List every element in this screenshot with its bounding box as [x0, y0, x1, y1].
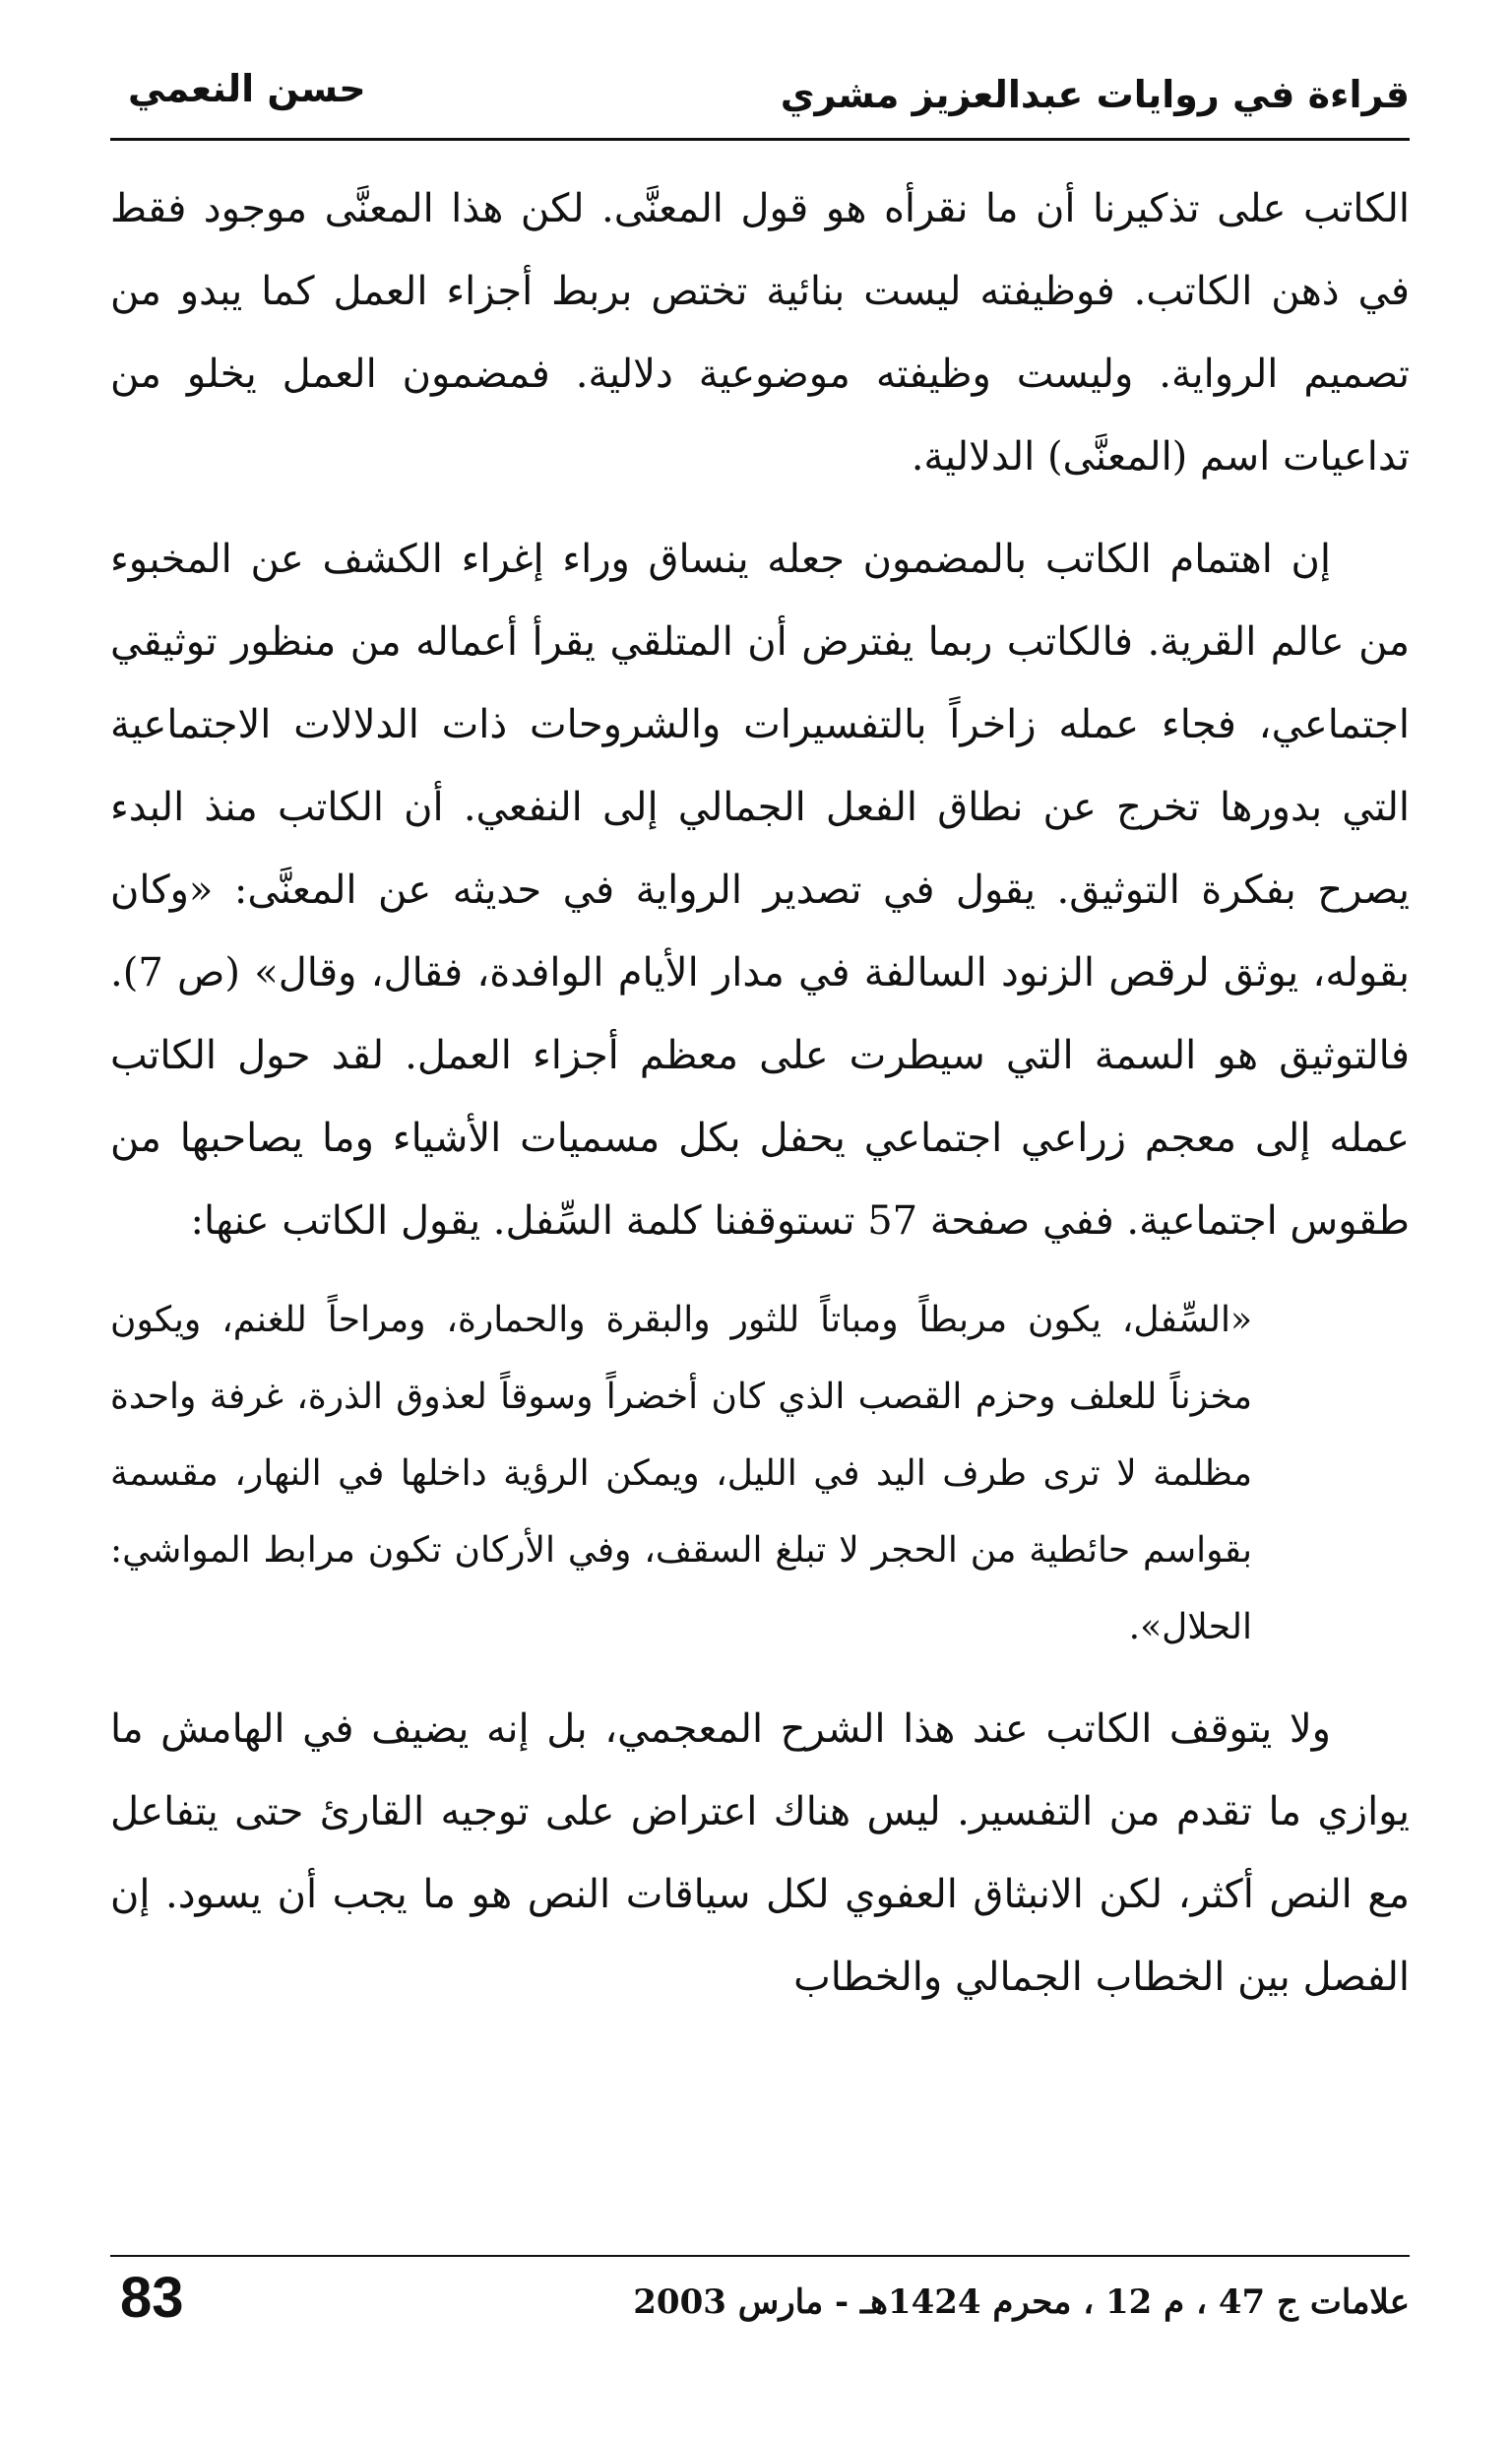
- paragraph: إن اهتمام الكاتب بالمضمون جعله ينساق وراء إغراء الكشف عن المخبوء من عالم القرية. فالكاتب ربما يفترض أن المتلقي يقرأ أعماله من منظور توثيقي اجتماعي، فجاء عمله زاخراً بالتفسيرات والشروحات ذات الدلالات الاجتماعية التي بدورها تخرج عن نطاق الفعل الجمالي إلى النفعي. أن الكاتب منذ البدء يصرح بفكرة التوثيق. يقول في تصدير الرواية في حديثه عن المعنَّى: «وكان بقوله، يوثق لرقص الزنود السالفة في مدار الأيام الوافدة، فقال، وقال» (ص 7). فالتوثيق هو السمة التي سيطرت على معظم أجزاء العمل. لقد حول الكاتب عمله إلى معجم زراعي اجتماعي يحفل بكل مسميات الأشياء وما يصاحبها من طقوس اجتماعية. ففي صفحة 57 تستوقفنا كلمة السِّفل. يقول الكاتب عنها:: [110, 537, 1410, 1244]
- block-quote: «السِّفل، يكون مربطاً ومباتاً للثور والبقرة والحمارة، ومراحاً للغنم، ويكون مخزناً للعلف وحزم القصب الذي كان أخضراً وسوقاً لعذوق الذرة، غرفة واحدة مظلمة لا ترى طرف اليد في الليل، ويمكن الرؤية داخلها في النهار، مقسمة بقواسم حائطية من الحجر لا تبلغ السقف، وفي الأركان تكون مرابط المواشي: الحلال».: [110, 1300, 1252, 1647]
- page-number: 83: [120, 2266, 184, 2330]
- running-header-author: حسن النعمي: [128, 67, 366, 110]
- footer-divider: [110, 2255, 1410, 2257]
- body-text: [110, 167, 1410, 2038]
- running-header: [110, 59, 1410, 141]
- paragraph: الكاتب على تذكيرنا أن ما نقرأه هو قول المعنَّى. لكن هذا المعنَّى موجود فقط في ذهن الكاتب. فوظيفته ليست بنائية تختص بربط أجزاء العمل كما يبدو من تصميم الرواية. وليست وظيفته موضوعية دلالية. فمضمون العمل يخلو من تداعيات اسم (المعنَّى) الدلالية.: [110, 186, 1410, 480]
- running-header-title: قراءة في روايات عبدالعزيز مشري: [780, 73, 1410, 116]
- paragraph: ولا يتوقف الكاتب عند هذا الشرح المعجمي، بل إنه يضيف في الهامش ما يوازي ما تقدم من التفسير. ليس هناك اعتراض على توجيه القارئ حتى يتفاعل مع النص أكثر، لكن الانبثاق العفوي لكل سياقات النص هو ما يجب أن يسود. إن الفصل بين الخطاب الجمالي والخطاب: [110, 1706, 1410, 2000]
- book-page: [110, 59, 1410, 2403]
- journal-citation: علامات ج 47 ، م 12 ، محرم 1424هـ - مارس 2003: [633, 2282, 1410, 2322]
